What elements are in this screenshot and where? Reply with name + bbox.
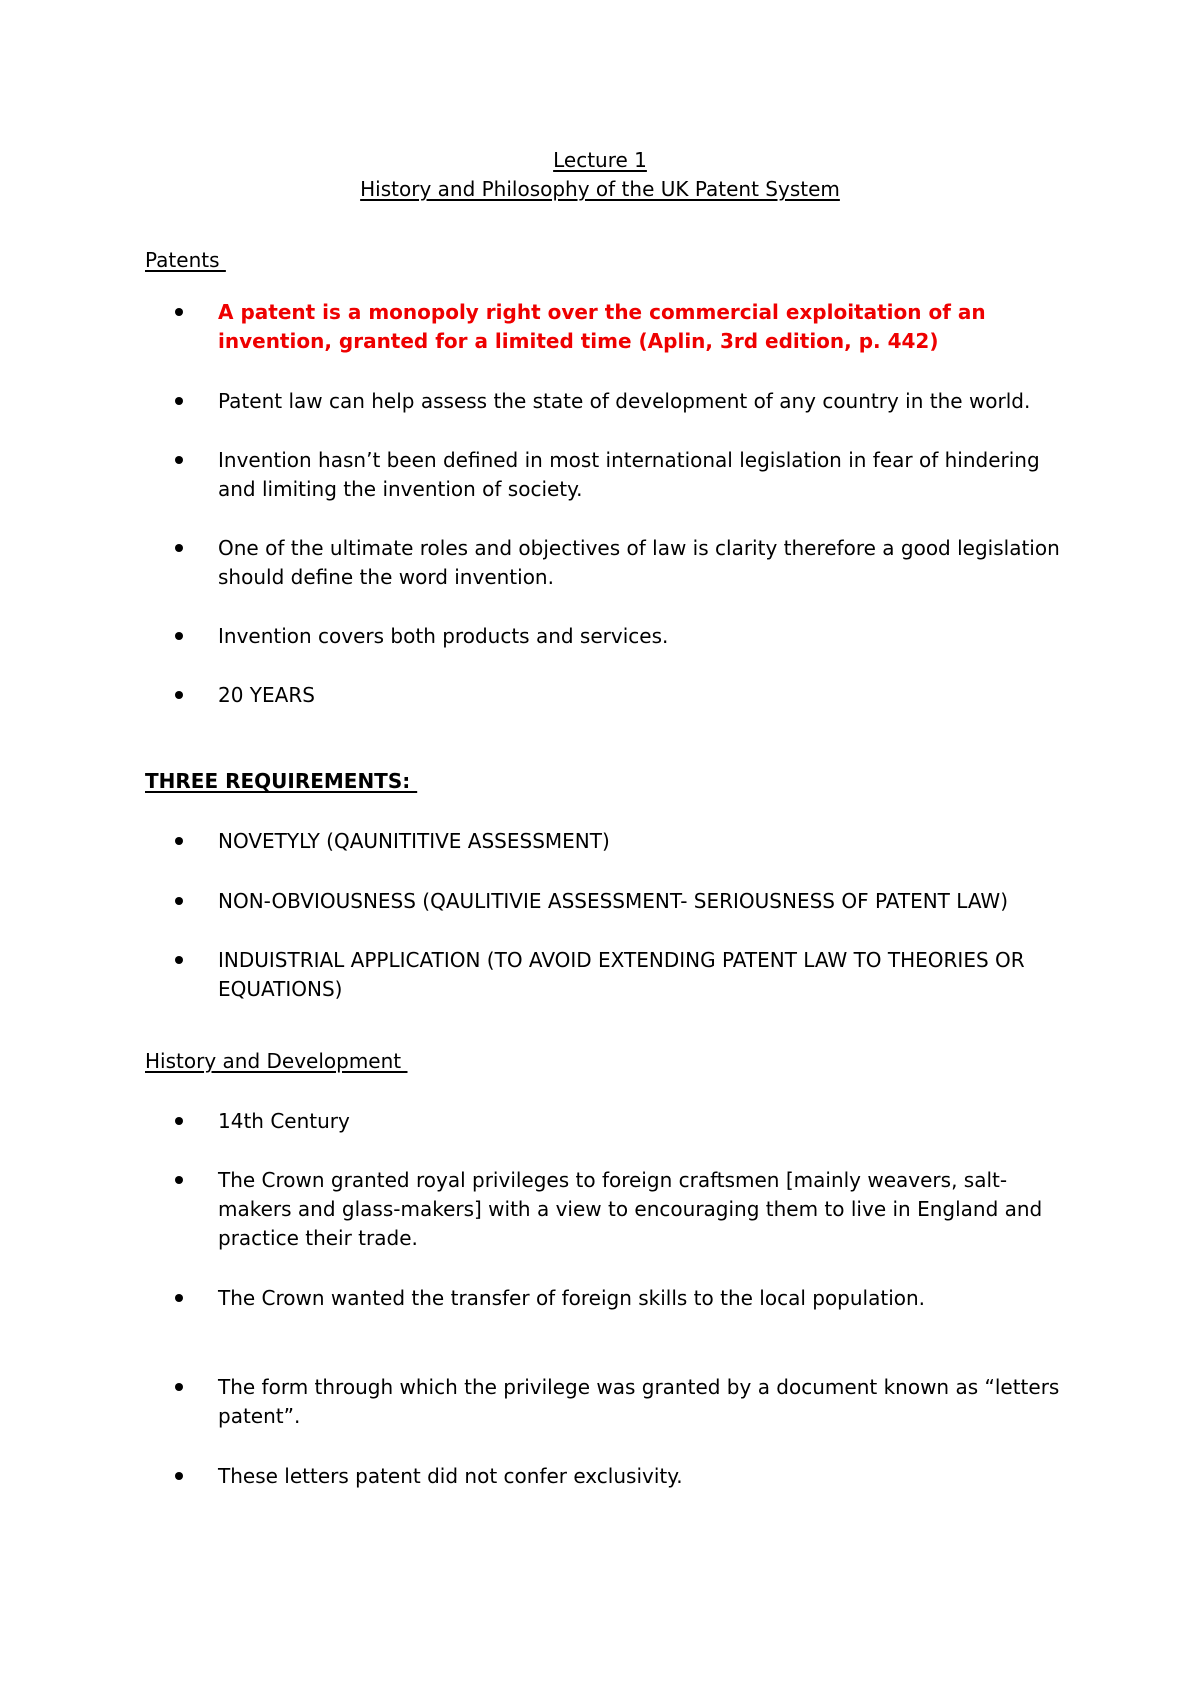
list-item-text: The form through which the privilege was granted by a document known as “letters patent”. — [218, 1375, 1060, 1428]
list-item-text: 20 YEARS — [218, 683, 315, 707]
list-item-text: One of the ultimate roles and objectives of law is clarity therefore a good legislation should define the word invention. — [218, 536, 1060, 589]
section-heading-history: History and Development — [145, 1049, 408, 1073]
section-heading-patents: Patents — [145, 248, 226, 272]
bullet-icon — [175, 544, 183, 552]
list-item-text: NOVETYLY (QAUNITITIVE ASSESSMENT) — [218, 829, 610, 853]
section-heading-requirements: THREE REQUIREMENTS: — [145, 769, 418, 793]
list-item-text: Invention hasn’t been defined in most international legislation in fear of hindering and limiting the invention of society. — [218, 448, 1040, 501]
list-item-text: The Crown wanted the transfer of foreign skills to the local population. — [218, 1286, 926, 1310]
bullet-icon — [175, 632, 183, 640]
bullet-icon — [175, 1472, 183, 1480]
list-item-text: Patent law can help assess the state of development of any country in the world. — [218, 389, 1031, 413]
bullet-icon — [175, 1117, 183, 1125]
document-subtitle: History and Philosophy of the UK Patent System — [360, 177, 840, 201]
list-item-text: A patent is a monopoly right over the commercial exploitation of an invention, granted for a limited time (Aplin, 3rd edition, p. 442) — [218, 300, 986, 353]
bullet-icon — [175, 1294, 183, 1302]
list-item-text: Invention covers both products and services. — [218, 624, 669, 648]
bullet-icon — [175, 837, 183, 845]
list-item-text: The Crown granted royal privileges to foreign craftsmen [mainly weavers, salt-makers and glass-makers] with a view to encouraging them to live in England and practice their trade. — [218, 1168, 1043, 1250]
document-title: Lecture 1 — [553, 148, 647, 172]
bullet-icon — [175, 397, 183, 405]
list-item-text: INDUISTRIAL APPLICATION (TO AVOID EXTENDING PATENT LAW TO THEORIES OR EQUATIONS) — [218, 948, 1025, 1001]
bullet-icon — [175, 691, 183, 699]
document-title-block — [0, 146, 1200, 204]
bullet-icon — [175, 897, 183, 905]
list-item-text: These letters patent did not confer exclusivity. — [218, 1464, 683, 1488]
bullet-icon — [175, 1383, 183, 1391]
bullet-icon — [175, 456, 183, 464]
list-item-text: NON-OBVIOUSNESS (QAULITIVIE ASSESSMENT- SERIOUSNESS OF PATENT LAW) — [218, 889, 1009, 913]
list-item-text: 14th Century — [218, 1109, 350, 1133]
bullet-icon — [175, 956, 183, 964]
bullet-icon — [175, 1176, 183, 1184]
bullet-icon — [175, 308, 183, 316]
